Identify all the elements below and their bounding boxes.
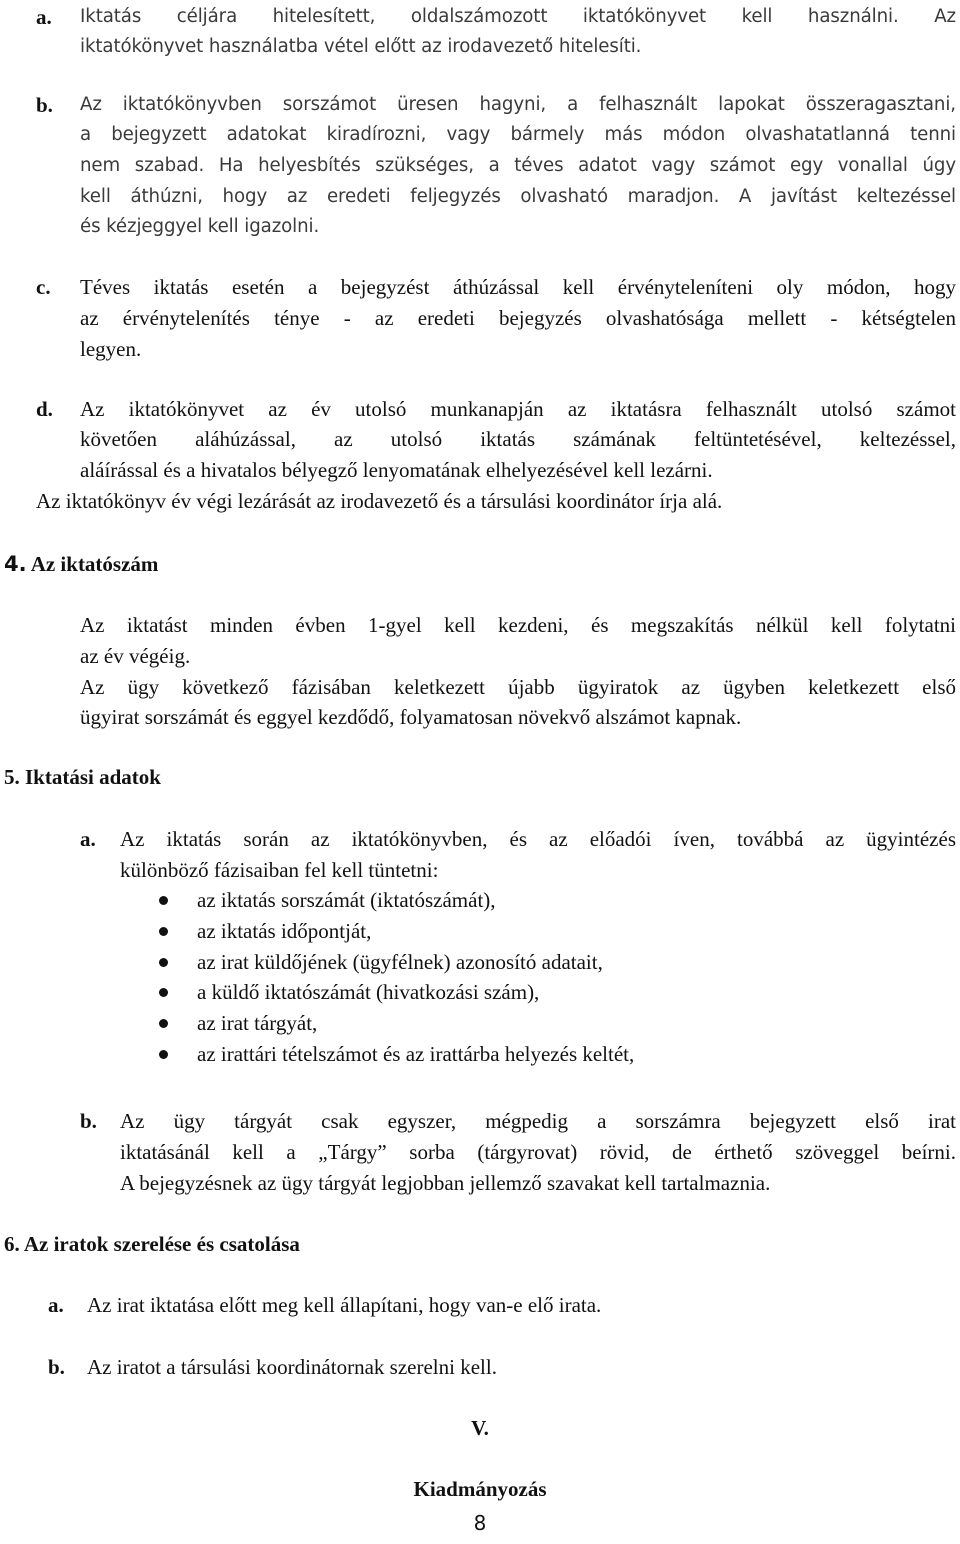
item-b-line-4: kell áthúzni, hogy az eredeti feljegyzés olvasható maradjon. A javítást keltezéssel — [80, 186, 956, 207]
section-5-b-line-3: A bejegyzésnek az ügy tárgyát legjobban jellemző szavakat kell tartalmaznia. — [120, 1171, 771, 1195]
section-4-number: 4. — [4, 552, 27, 576]
page-number: 8 — [473, 1511, 487, 1535]
section-6-b-text: Az iratot a társulási koordinátornak szerelni kell. — [87, 1355, 497, 1379]
section-5-b-marker: b. — [80, 1109, 97, 1133]
item-c-line-2: az érvénytelenítés ténye - az eredeti bejegyzés olvashatósága mellett - kétségtelen — [80, 306, 956, 330]
section-5-a-line-2: különböző fázisaiban fel kell tüntetni: — [120, 858, 439, 882]
bullet-dot-icon — [159, 988, 168, 997]
bullet-item: az iktatás sorszámát (iktatószámát), — [197, 888, 496, 912]
section-6-a-marker: a. — [48, 1293, 64, 1317]
section-4-line-4: ügyirat sorszámát és eggyel kezdődő, folyamatosan növekvő alszámot kapnak. — [80, 705, 742, 729]
section-4-line-1: Az iktatást minden évben 1-gyel kell kezdeni, és megszakítás nélkül kell folytatni — [80, 613, 956, 637]
section-5-a-marker: a. — [80, 827, 96, 851]
bullet-dot-icon — [159, 1050, 168, 1059]
section-6-heading: 6. Az iratok szerelése és csatolása — [4, 1232, 300, 1256]
item-a-line-1: Iktatás céljára hitelesített, oldalszámozott iktatókönyvet kell használni. Az — [80, 6, 956, 27]
bullet-item: az irat küldőjének (ügyfélnek) azonosító adatait, — [197, 950, 603, 974]
item-a-line-2: iktatókönyvet használatba vétel előtt az irodavezető hitelesíti. — [80, 36, 642, 57]
item-c-marker: c. — [36, 275, 51, 299]
bullet-item: az irattári tételszámot és az irattárba helyezés keltét, — [197, 1042, 635, 1066]
closing-sentence: Az iktatókönyv év végi lezárását az irodavezető és a társulási koordinátor írja alá. — [36, 489, 723, 513]
item-d-marker: d. — [36, 397, 53, 421]
item-d-line-3: aláírással és a hivatalos bélyegző lenyomatának elhelyezésével kell lezárni. — [80, 458, 713, 482]
section-5-b-line-1: Az ügy tárgyát csak egyszer, mégpedig a sorszámra bejegyzett első irat — [120, 1109, 956, 1133]
section-4-title: Az iktatószám — [30, 552, 159, 576]
chapter-numeral: V. — [471, 1416, 489, 1440]
section-5-b-line-2: iktatásánál kell a „Tárgy” sorba (tárgyrovat) rövid, de érthető szöveggel beírni. — [120, 1140, 956, 1164]
item-b-line-3: nem szabad. Ha helyesbítés szükséges, a téves adatot vagy számot egy vonallal úgy — [80, 155, 956, 176]
item-b-line-2: a bejegyzett adatokat kiradírozni, vagy bármely más módon olvashatatlanná tenni — [80, 124, 956, 145]
item-b-line-5: és kézjeggyel kell igazolni. — [80, 216, 320, 237]
item-c-line-3: legyen. — [80, 337, 142, 361]
section-5-heading: 5. Iktatási adatok — [4, 765, 161, 789]
bullet-item: az iktatás időpontját, — [197, 919, 372, 943]
section-4-line-2: az év végéig. — [80, 644, 191, 668]
section-6-b-marker: b. — [48, 1355, 65, 1379]
item-b-marker: b. — [36, 93, 53, 117]
section-4-line-3: Az ügy következő fázisában keletkezett újabb ügyiratok az ügyben keletkezett első — [80, 675, 956, 699]
item-d-line-2: követően aláhúzással, az utolsó iktatás számának feltüntetésével, keltezéssel, — [80, 427, 956, 451]
item-a-marker: a. — [36, 5, 52, 29]
bullet-item: az irat tárgyát, — [197, 1011, 318, 1035]
bullet-dot-icon — [159, 1019, 168, 1028]
item-b-line-1: Az iktatókönyvben sorszámot üresen hagyni, a felhasznált lapokat összeragasztani, — [80, 94, 956, 115]
bullet-dot-icon — [159, 927, 168, 936]
item-c-line-1: Téves iktatás esetén a bejegyzést áthúzással kell érvényteleníteni oly módon, hogy — [80, 275, 956, 299]
item-d-line-1: Az iktatókönyvet az év utolsó munkanapján az iktatásra felhasznált utolsó számot — [80, 397, 956, 421]
section-4-heading — [4, 553, 158, 575]
bullet-dot-icon — [159, 958, 168, 967]
section-5-a-line-1: Az iktatás során az iktatókönyvben, és az előadói íven, továbbá az ügyintézés — [120, 827, 956, 851]
section-6-a-text: Az irat iktatása előtt meg kell állapítani, hogy van-e elő irata. — [87, 1293, 602, 1317]
bullet-dot-icon — [159, 896, 168, 905]
bullet-item: a küldő iktatószámát (hivatkozási szám), — [197, 980, 540, 1004]
chapter-title: Kiadmányozás — [413, 1477, 547, 1501]
